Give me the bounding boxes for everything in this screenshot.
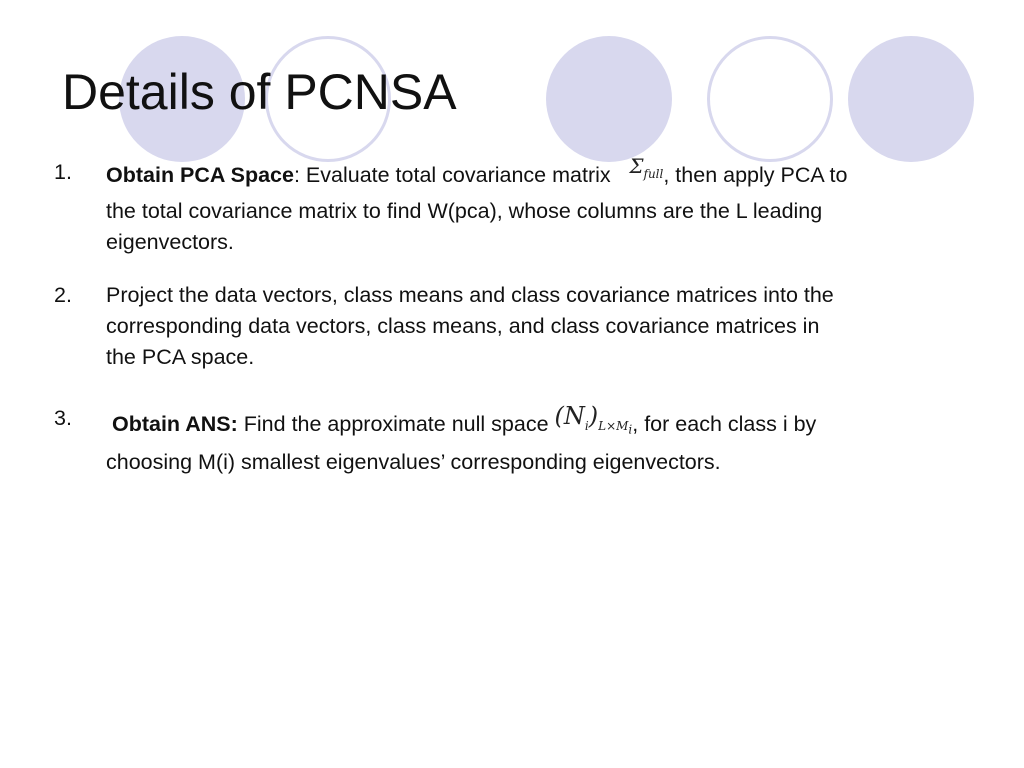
list-item-line-2: the total covariance matrix to find W(pca), whose columns are the L leading <box>106 199 823 223</box>
list-item-line-1 <box>106 154 994 196</box>
sigma-full-formula: $\Sigma_{full}$ <box>629 154 664 181</box>
bold-heading: Obtain ANS: <box>111 411 238 436</box>
list-number: 2. <box>54 283 72 307</box>
text-fragment: Find the approximate null space <box>237 411 549 436</box>
list-item-2 <box>54 280 994 373</box>
list-number: 1. <box>54 160 72 184</box>
bold-heading: Obtain PCA Space <box>106 163 294 188</box>
text-fragment: , then apply PCA to <box>663 163 848 188</box>
decor-circle-3 <box>546 36 672 162</box>
decor-circle-5 <box>848 36 974 162</box>
text-fragment: , for each class i by <box>632 411 817 436</box>
list-item-line-3: the PCA space. <box>106 345 255 369</box>
list-item-1 <box>54 154 994 258</box>
null-space-formula: $(N_i)_{L\times M_i}$ <box>554 402 633 437</box>
list-item-body <box>106 280 994 373</box>
list-item-line-2: choosing M(i) smallest eigenvalues’ corresponding eigenvectors. <box>106 450 721 475</box>
text-fragment: : Evaluate total covariance matrix <box>293 163 611 188</box>
list-item-line-1: Project the data vectors, class means and class covariance matrices into the <box>106 283 834 307</box>
decor-circle-4 <box>707 36 833 162</box>
list-item-line-2: corresponding data vectors, class means, and class covariance matrices in <box>106 314 820 338</box>
slide-title: Details of PCNSA <box>62 64 457 120</box>
list-item-line-3: eigenvectors. <box>106 230 234 254</box>
list-item-3 <box>54 403 994 478</box>
list-item-body <box>106 154 994 258</box>
list-item-body <box>106 403 994 478</box>
list-item-line-1 <box>106 403 994 447</box>
list-number: 3. <box>54 406 72 430</box>
